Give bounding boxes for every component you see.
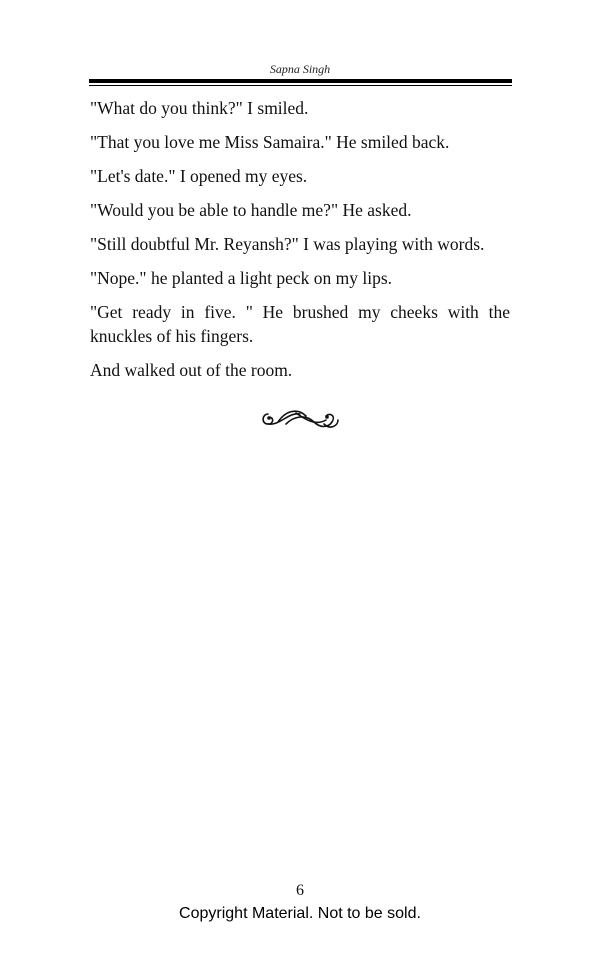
paragraph: "Nope." he planted a light peck on my lips. — [90, 268, 393, 288]
copyright-notice: Copyright Material. Not to be sold. — [179, 905, 421, 922]
running-head: Sapna Singh — [269, 62, 331, 76]
paragraph: "Get ready in five. " He brushed my cheeks with the knuckles of his fingers. — [90, 302, 510, 346]
header-rule-thin — [89, 85, 512, 86]
header-rule-thick — [89, 79, 512, 83]
scroll-flourish-icon — [258, 404, 342, 434]
paragraph: "Would you be able to handle me?" He asked. — [90, 200, 412, 220]
paragraph: "Let's date." I opened my eyes. — [90, 166, 308, 186]
paragraph: "That you love me Miss Samaira." He smiled back. — [90, 132, 450, 152]
paragraph: "What do you think?" I smiled. — [90, 98, 309, 118]
paragraph: "Still doubtful Mr. Reyansh?" I was playing with words. — [90, 234, 485, 254]
paragraph: And walked out of the room. — [90, 360, 293, 380]
page-number: 6 — [296, 882, 304, 899]
body-text — [90, 96, 510, 392]
